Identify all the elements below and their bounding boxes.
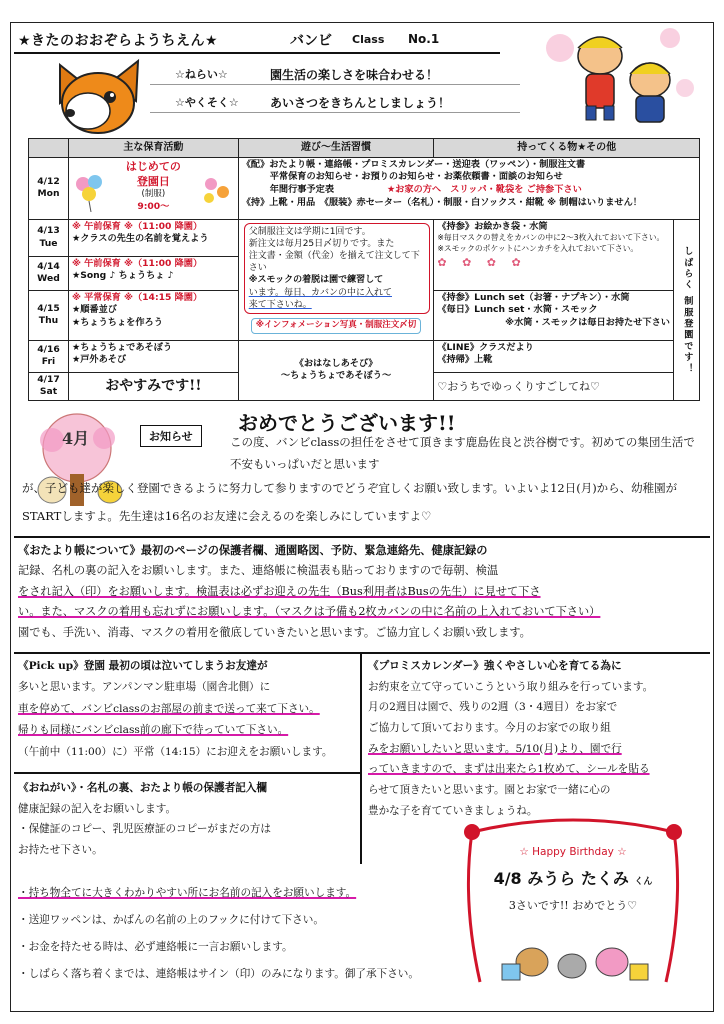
memo-line: ※スモックの着脱は園で練習して: [248, 275, 384, 286]
header-rule-2: [150, 84, 520, 85]
onegai-line: 《おねがい》・名札の裏、おたより帳の保護者記入欄: [18, 782, 267, 794]
activity-cell-thu: [68, 290, 238, 340]
intro-line: STARTしますよ。先生達は16名のお友達に会えるのを楽しみにしていますよ♡: [22, 509, 432, 523]
promise-line: 《プロミスカレンダー》強くやさしい心を育てる為に: [368, 660, 622, 672]
play-title: 《おはなしあそび》: [294, 357, 378, 369]
onegai-section: [18, 778, 478, 861]
bring-cell-tue: [434, 219, 674, 290]
date-cell: 4/16 Fri: [29, 340, 69, 372]
distribution-line1: 《配》おたより帳・連絡帳・プロミスカレンダー・送迎表（ワッペン）・制服注文書: [241, 158, 586, 170]
date-cell: 4/12 Mon: [29, 157, 69, 219]
activity-fri-2: ★戸外あそび: [71, 354, 127, 366]
first-day-line1: はじめての: [125, 159, 181, 173]
table-row-fri: [29, 340, 700, 372]
activity-cell-mon: [68, 157, 238, 219]
side-note: しばらく 制服登園です！: [673, 219, 699, 400]
morning-care-wed: ※ 午前保育 ※（11:00 降園）: [71, 257, 203, 269]
tayori-section: [18, 540, 710, 644]
pickup-line: 多いと思います。アンパンマン駐車場（園舎北側）に: [18, 681, 271, 694]
onegai-line: ・お金を持たせる時は、必ず連絡帳に一言お願いします。: [18, 941, 293, 953]
memo-line: います。毎日、カバンの中に入れて: [248, 287, 392, 298]
bring-and-dress-line: 《持》上靴・用品 《服装》赤セーター（名札）・制服・白ソックス・紺靴 ※ 制帽はいりません！: [241, 196, 642, 208]
header-rule: [14, 52, 500, 54]
distribution-line2: 平常保育のお知らせ・お預りのお知らせ・お薬依頼書・面談のお知らせ: [269, 171, 563, 183]
birthday-name-line: [468, 866, 678, 889]
intro-line: この度、バンビclassの担任をさせて頂きます鹿島佐良と渋谷樹です。初めての集団生活で不安もいっぱいだと思います: [230, 435, 695, 471]
weekly-schedule-table: [28, 138, 700, 401]
play-subtitle: ～ちょうちょであそぼう～: [280, 370, 392, 382]
promise-line: みをお願いしたいと思います。5/10(月)より、園で行: [368, 742, 622, 755]
regular-care-thu: ※ 平常保育 ※（14:15 降園）: [71, 291, 203, 303]
bring-cell-fri: [434, 340, 674, 372]
deer-mascot-illustration: [40, 55, 150, 137]
memo-cell: [238, 219, 434, 340]
onegai-line: ・送迎ワッペンは、かばんの名前の上のフックに付けて下さい。: [18, 914, 324, 926]
memo-line: 注文書・金額（代金）を揃えて注文して下さい: [248, 251, 420, 274]
class-word: Class: [352, 33, 385, 46]
section-rule: [14, 772, 360, 774]
onegai-line: ・しばらく落ち着くまでは、連絡帳はサイン（印）のみになります。御了承下さい。: [18, 968, 419, 980]
onegai-line: お持たせ下さい。: [18, 843, 103, 856]
uniform-memo-box: [244, 223, 431, 314]
flower-icon: [197, 172, 233, 212]
memo-line: 来て下さいね。: [248, 299, 312, 310]
activity-wed: ★Song ♪ ちょうちょ ♪: [71, 270, 174, 282]
onegai-line: ・保健証のコピー、乳児医療証のコピーがまだの方は: [18, 823, 271, 836]
birthday-date: 4/8: [493, 869, 522, 888]
bring-sat-text: ♡おうちでゆっくりすごしてね♡: [434, 372, 700, 400]
pickup-line: （午前中（11:00）に）平常（14:15）にお迎えをお願いします。: [18, 745, 333, 758]
first-day-uniform: (制服): [141, 189, 166, 200]
bring-thu-line2: 《毎日》Lunch set・水筒・スモック: [437, 304, 598, 316]
tayori-line: をされ記入（印）をお願いします。検温表は必ずお迎えの先生（Bus利用者はBusの先生）に見せて下さ: [18, 584, 541, 598]
bring-fri-line2: 《持帰》上靴: [437, 354, 493, 366]
header-rule-3: [150, 112, 520, 113]
play-cell: [238, 340, 434, 400]
promise-line: 月の2週目は園で、残りの2週（3・4週目）をお家で: [368, 701, 618, 714]
activity-fri-1: ★ちょうちょであそぼう: [71, 341, 173, 353]
bring-fri-line1: 《LINE》クラスだより: [437, 341, 534, 353]
promise-line: ご協力して頂いております。今月のお家での取り組: [368, 721, 611, 734]
bring-tue-line3: ※スモックのポケットにハンカチを入れておいて下さい。: [437, 244, 639, 254]
intro-line: が、子ども達が楽しく登園できるように努力して参りますのでどうぞ宜しくお願い致します。いよいよ12日(月)から、幼稚園が: [22, 481, 678, 495]
kids-illustration: [520, 18, 710, 130]
memo-line: 新注文は毎月25日〆切りです。また: [248, 238, 395, 249]
pickup-section: [18, 656, 358, 763]
promise-line: っていきますので、まずは出来たら1枚めて、シールを貼る: [368, 763, 650, 776]
aim-text: 園生活の楽しさを味合わせる！: [270, 68, 439, 82]
activity-cell-tue: [68, 219, 238, 256]
activity-thu-2: ★ちょうちょを作ろう: [71, 317, 163, 329]
promise-line: らせて頂きたいと思います。園とお家で一緒に心の: [368, 783, 611, 796]
activity-cell-fri: [68, 340, 238, 372]
activity-tue: ★クラスの先生の名前を覚えよう: [71, 233, 209, 245]
memo-line: 父制服注文は学期に1回です。: [248, 226, 371, 237]
pickup-line: 帰りも同様にバンビclass前の廊下で待っていて下さい。: [18, 724, 289, 737]
tayori-line: い。また、マスクの着用も忘れずにお願いします。（マスクは予備も2枚カバンの中に名前の上入れておいて下さい）: [18, 605, 601, 619]
onegai-line: 健康記録の記入をお願いします。: [18, 802, 177, 815]
morning-care-tue: ※ 午前保育 ※（11:00 降園）: [71, 220, 203, 232]
tayori-line: 園でも、手洗い、消毒、マスクの着用を徹底していきたいと思います。ご協力宜しくお願い致します。: [18, 626, 531, 640]
birthday-honorific: くん: [634, 877, 653, 887]
bring-cell-thu: [434, 290, 674, 340]
onegai-section-2: [18, 880, 478, 988]
flower-decor-icon: ✿ ✿ ✿ ✿: [437, 255, 527, 269]
tayori-line: 記録、名札の裏の記入をお願いします。また、連絡帳に検温表も貼っておりますので毎朝、検温: [18, 563, 499, 577]
issue-number: No.1: [408, 32, 440, 46]
pickup-line: 車を停めて、バンビclassのお部屋の前まで送って来て下さい。: [18, 702, 320, 715]
birthday-box: [468, 820, 678, 980]
bring-tue-line1: 《持参》お絵かき袋・水筒: [437, 220, 548, 232]
birthday-message: 3さいです!! おめでとう♡: [508, 899, 638, 912]
notice-title: おめでとうございます!!: [238, 411, 456, 435]
slipper-notice: ★お家の方へ スリッパ・靴袋を ご持参下さい: [386, 184, 582, 196]
table-row-mon: [29, 157, 700, 219]
bring-thu-line3: ※水筒・スモックは毎日お持たせ下さい: [505, 317, 670, 329]
promise-label: ☆やくそく☆: [175, 96, 239, 109]
promise-line: 豊かな子を育てていきましょうね。: [368, 804, 538, 817]
date-cell: 4/14 Wed: [29, 256, 69, 290]
birthday-child-name: みうら たくみ: [527, 869, 629, 888]
class-name: バンビ: [290, 33, 332, 49]
table-header-play: 遊び～生活習慣: [238, 139, 434, 158]
bring-thu-line1: 《持参》Lunch set（お箸・ナプキン）・水筒: [437, 291, 630, 303]
date-cell: 4/17 Sat: [29, 372, 69, 400]
promise-line: お約束を立て守っていこうという取り組みを行っています。: [368, 680, 654, 693]
info-tag: ※インフォメーション写真・制服注文〆切: [251, 318, 422, 334]
notice-label: お知らせ: [140, 425, 202, 447]
first-day-time: 9:00～: [137, 200, 170, 212]
table-header-items: 持ってくる物★その他: [434, 139, 700, 158]
section-rule: [14, 536, 710, 538]
pickup-line: 《Pick up》登園 最初の頃は泣いてしまうお友達が: [18, 660, 268, 672]
section-rule: [14, 652, 710, 654]
bring-tue-line2: ※毎日マスクの替えをカバンの中に2～3枚入れておいて下さい。: [437, 233, 665, 243]
activity-cell-wed: [68, 256, 238, 290]
onegai-line: ・持ち物全てに大きくわかりやすい所にお名前の記入をお願いします。: [18, 887, 357, 899]
table-row-tue: [29, 219, 700, 256]
aim-label: ☆ねらい☆: [175, 68, 228, 81]
date-cell: 4/15 Thu: [29, 290, 69, 340]
notes-cell-mon: [238, 157, 699, 219]
table-header-blank: [29, 139, 69, 158]
activity-thu-1: ★順番並び: [71, 304, 117, 316]
date-cell: 4/13 Tue: [29, 219, 69, 256]
balloon-icon: [73, 172, 109, 212]
table-header-activity: 主な保育活動: [68, 139, 238, 158]
distribution-line3: 年間行事予定表: [269, 184, 335, 196]
day-off-text: おやすみです!!: [68, 372, 238, 400]
month-badge: 4月: [62, 429, 90, 448]
tayori-line: 《おたより帳について》最初のページの保護者欄、通園略図、予防、緊急連絡先、健康記録の: [18, 543, 488, 557]
school-name: ★きたのおおぞらようちえん★: [18, 33, 219, 49]
promise-text: あいさつをきちんとしましょう！: [270, 96, 451, 110]
first-day-line2: 登園日: [136, 174, 170, 188]
birthday-title: ☆ Happy Birthday ☆: [519, 846, 627, 858]
